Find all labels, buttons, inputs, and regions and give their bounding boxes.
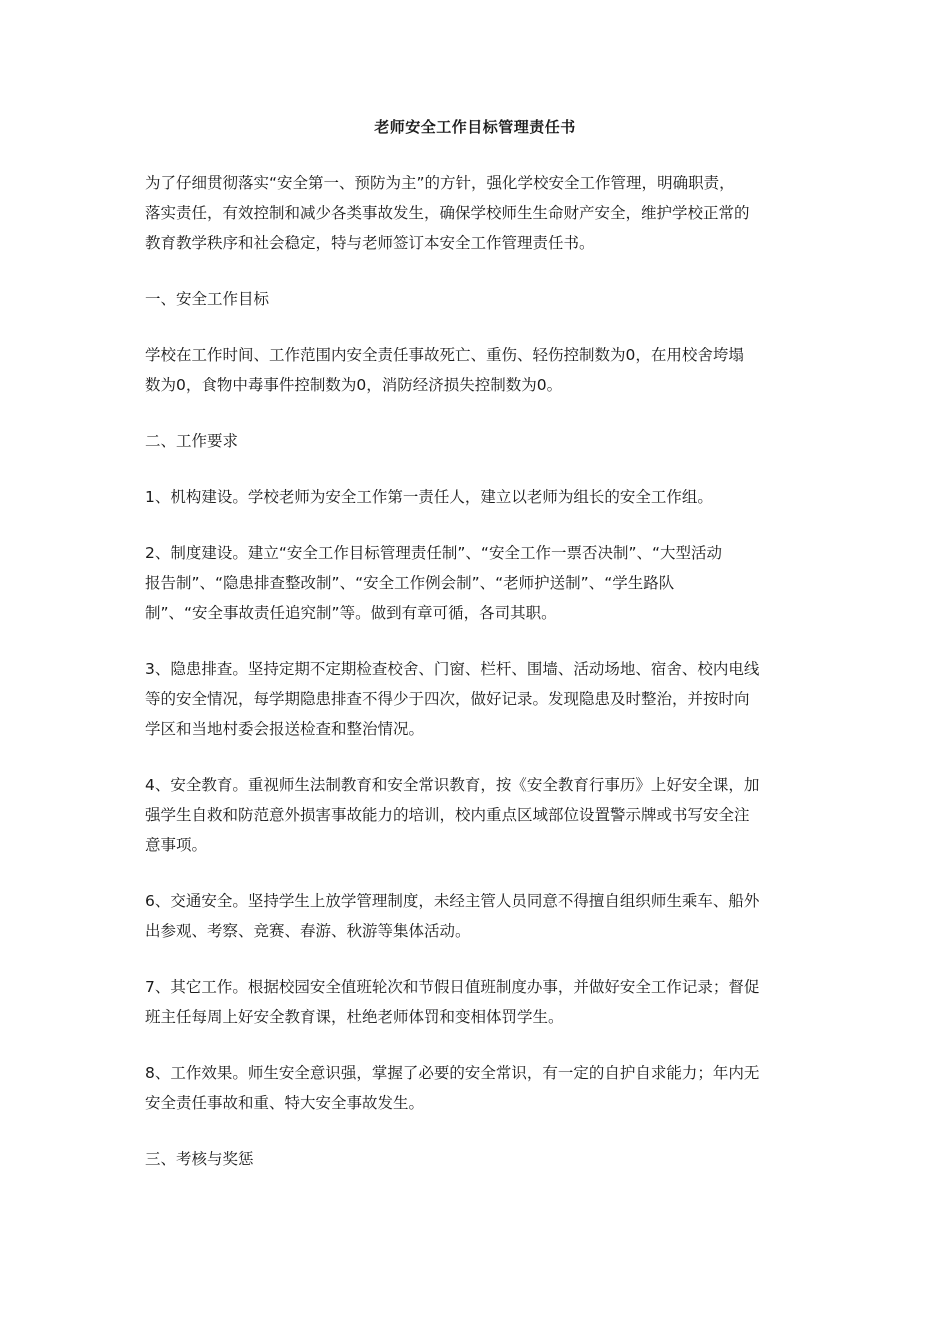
requirement-6: [145, 886, 810, 946]
document-title: 老师安全工作目标管理责任书: [374, 118, 576, 136]
section-heading-3: [145, 1144, 810, 1174]
text-line: 报告制”、“隐患排查整改制”、“安全工作例会制”、“老师护送制”、“学生路队: [145, 574, 675, 592]
text-line: 出参观、考察、竞赛、春游、秋游等集体活动。: [145, 922, 471, 940]
section-heading: 二、工作要求: [145, 432, 239, 450]
section-heading: 一、安全工作目标: [145, 290, 270, 308]
text-line: 学区和当地村委会报送检查和整治情况。: [145, 720, 425, 738]
requirement-4: [145, 770, 810, 860]
text-line: 为了仔细贯彻落实“安全第一、预防为主”的方针，强化学校安全工作管理，明确职责，: [145, 174, 735, 192]
requirement-3: [145, 654, 810, 744]
text-line: 安全责任事故和重、特大安全事故发生。: [145, 1094, 425, 1112]
text-line: 学校在工作时间、工作范围内安全责任事故死亡、重伤、轻伤控制数为0，在用校舍垮塌: [145, 346, 744, 364]
text-line: 等的安全情况，每学期隐患排查不得少于四次，做好记录。发现隐患及时整治，并按时向: [145, 690, 750, 708]
text-line: 意事项。: [145, 836, 208, 854]
text-line: 2、制度建设。建立“安全工作目标管理责任制”、“安全工作一票否决制”、“大型活动: [145, 544, 723, 562]
text-line: 4、安全教育。重视师生法制教育和安全常识教育，按《安全教育行事历》上好安全课，加: [145, 776, 760, 794]
text-line: 8、工作效果。师生安全意识强，掌握了必要的安全常识，有一定的自护自求能力；年内无: [145, 1064, 760, 1082]
section-heading-1: [145, 284, 810, 314]
text-line: 班主任每周上好安全教育课，杜绝老师体罚和变相体罚学生。: [145, 1008, 564, 1026]
text-line: 教育教学秩序和社会稳定，特与老师签订本安全工作管理责任书。: [145, 234, 595, 252]
section-heading-2: [145, 426, 810, 456]
intro-paragraph: [145, 168, 810, 258]
requirement-8: [145, 1058, 810, 1118]
text-line: 6、交通安全。坚持学生上放学管理制度，未经主管人员同意不得擅自组织师生乘车、船外: [145, 892, 760, 910]
text-line: 制”、“安全事故责任追究制”等。做到有章可循，各司其职。: [145, 604, 557, 622]
document-body: [145, 168, 810, 1200]
text-line: 7、其它工作。根据校园安全值班轮次和节假日值班制度办事，并做好安全工作记录；督促: [145, 978, 760, 996]
requirement-1: [145, 482, 810, 512]
text-line: 3、隐患排查。坚持定期不定期检查校舍、门窗、栏杆、围墙、活动场地、宿舍、校内电线: [145, 660, 760, 678]
goals-paragraph: [145, 340, 810, 400]
requirement-7: [145, 972, 810, 1032]
text-line: 1、机构建设。学校老师为安全工作第一责任人，建立以老师为组长的安全工作组。: [145, 488, 713, 506]
text-line: 强学生自救和防范意外损害事故能力的培训，校内重点区域部位设置警示牌或书写安全注: [145, 806, 750, 824]
requirement-2: [145, 538, 810, 628]
text-line: 数为0，食物中毒事件控制数为0，消防经济损失控制数为0。: [145, 376, 563, 394]
section-heading: 三、考核与奖惩: [145, 1150, 254, 1168]
text-line: 落实责任，有效控制和减少各类事故发生，确保学校师生生命财产安全，维护学校正常的: [145, 204, 750, 222]
